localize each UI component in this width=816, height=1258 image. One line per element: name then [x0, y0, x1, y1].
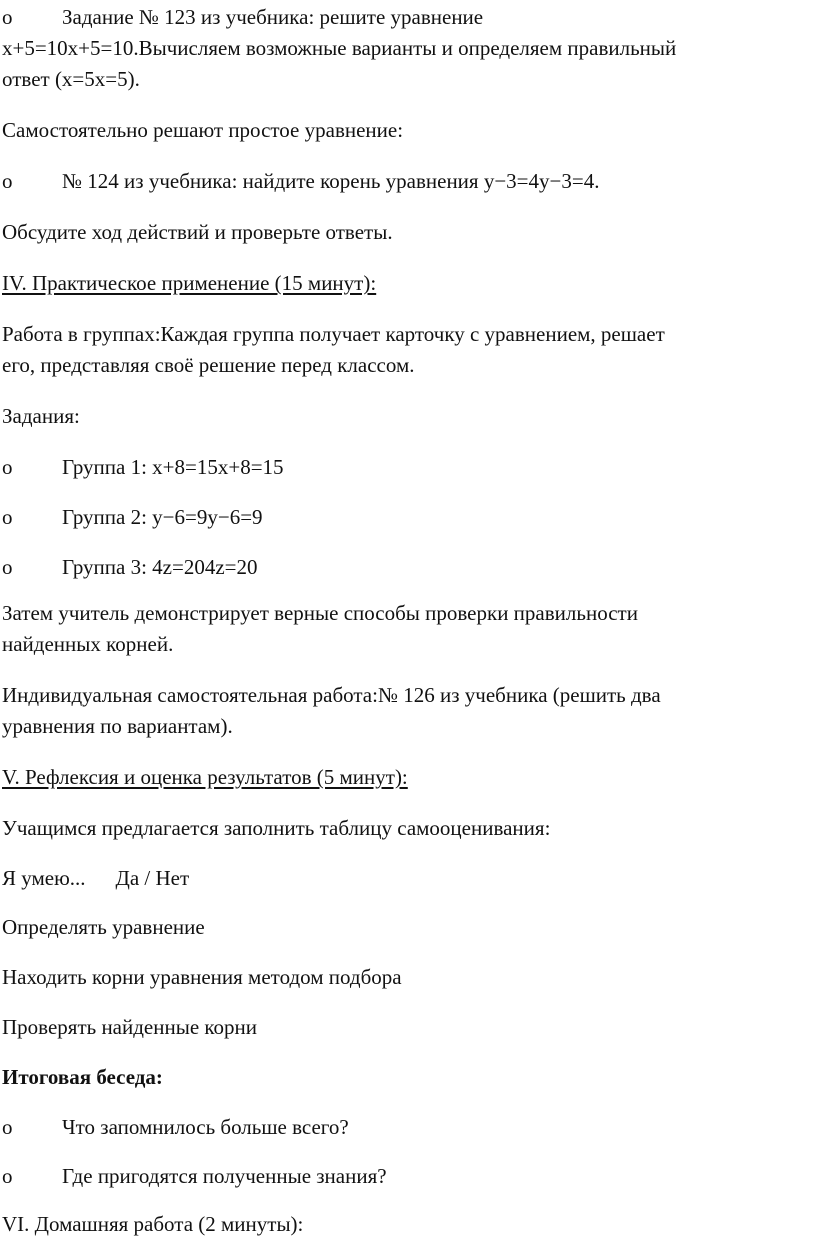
task123-line3: ответ (x=5x=5).: [2, 67, 140, 91]
list-item-group2: [2, 502, 263, 533]
bullet-marker: o: [2, 169, 13, 193]
group1-text: Группа 1: x+8=15x+8=15: [62, 455, 284, 479]
table-header-skill: Я умею...: [2, 866, 86, 890]
group-work-line1: Работа в группах:Каждая группа получает карточку с уравнением, решает: [2, 322, 665, 346]
bullet-marker: o: [2, 505, 13, 529]
question2-text: Где пригодятся полученные знания?: [62, 1164, 387, 1188]
bullet-marker: o: [2, 555, 13, 579]
bullet-marker: o: [2, 1164, 13, 1188]
list-item-group1: [2, 452, 284, 483]
list-item-question2: [2, 1161, 387, 1192]
individual-work-line2: уравнения по вариантам).: [2, 714, 233, 738]
group2-text: Группа 2: y−6=9y−6=9: [62, 505, 263, 529]
task123-line2: x+5=10x+5=10.Вычисляем возможные варианты и определяем правильный: [2, 36, 677, 60]
list-item-task124: [2, 166, 599, 197]
section6-heading: VI. Домашняя работа (2 минуты):: [2, 1212, 304, 1236]
task123-line1: Задание № 123 из учебника: решите уравнение: [62, 5, 484, 29]
list-item-question1: [2, 1112, 349, 1143]
discuss-text: Обсудите ход действий и проверьте ответы.: [2, 220, 393, 244]
self-assessment-table-header: [2, 863, 189, 894]
skill-row-2: Находить корни уравнения методом подбора: [2, 965, 402, 989]
bullet-marker: o: [2, 455, 13, 479]
tasks-label: Задания:: [2, 404, 80, 428]
individual-work-line1: Индивидуальная самостоятельная работа:№ 126 из учебника (решить два: [2, 683, 661, 707]
question1-text: Что запомнилось больше всего?: [62, 1115, 349, 1139]
teacher-demo-line1: Затем учитель демонстрирует верные способы проверки правильности: [2, 601, 638, 625]
table-header-yes-no: Да / Нет: [115, 866, 190, 890]
skill-row-3: Проверять найденные корни: [2, 1015, 258, 1039]
list-item-task123: [2, 2, 483, 33]
bullet-marker: o: [2, 1115, 13, 1139]
section5-heading: V. Рефлексия и оценка результатов (5 минут):: [2, 765, 408, 789]
teacher-demo-line2: найденных корней.: [2, 632, 174, 656]
task124-text: № 124 из учебника: найдите корень уравнения y−3=4y−3=4.: [62, 169, 600, 193]
bullet-marker: o: [2, 5, 13, 29]
final-talk-heading: Итоговая беседа:: [2, 1065, 163, 1089]
section4-heading: IV. Практическое применение (15 минут):: [2, 271, 377, 295]
skill-row-1: Определять уравнение: [2, 915, 205, 939]
self-solve-intro: Самостоятельно решают простое уравнение:: [2, 118, 404, 142]
group-work-line2: его, представляя своё решение перед классом.: [2, 353, 415, 377]
group3-text: Группа 3: 4z=204z=20: [62, 555, 258, 579]
list-item-group3: [2, 552, 258, 583]
self-assessment-intro: Учащимся предлагается заполнить таблицу самооценивания:: [2, 816, 551, 840]
